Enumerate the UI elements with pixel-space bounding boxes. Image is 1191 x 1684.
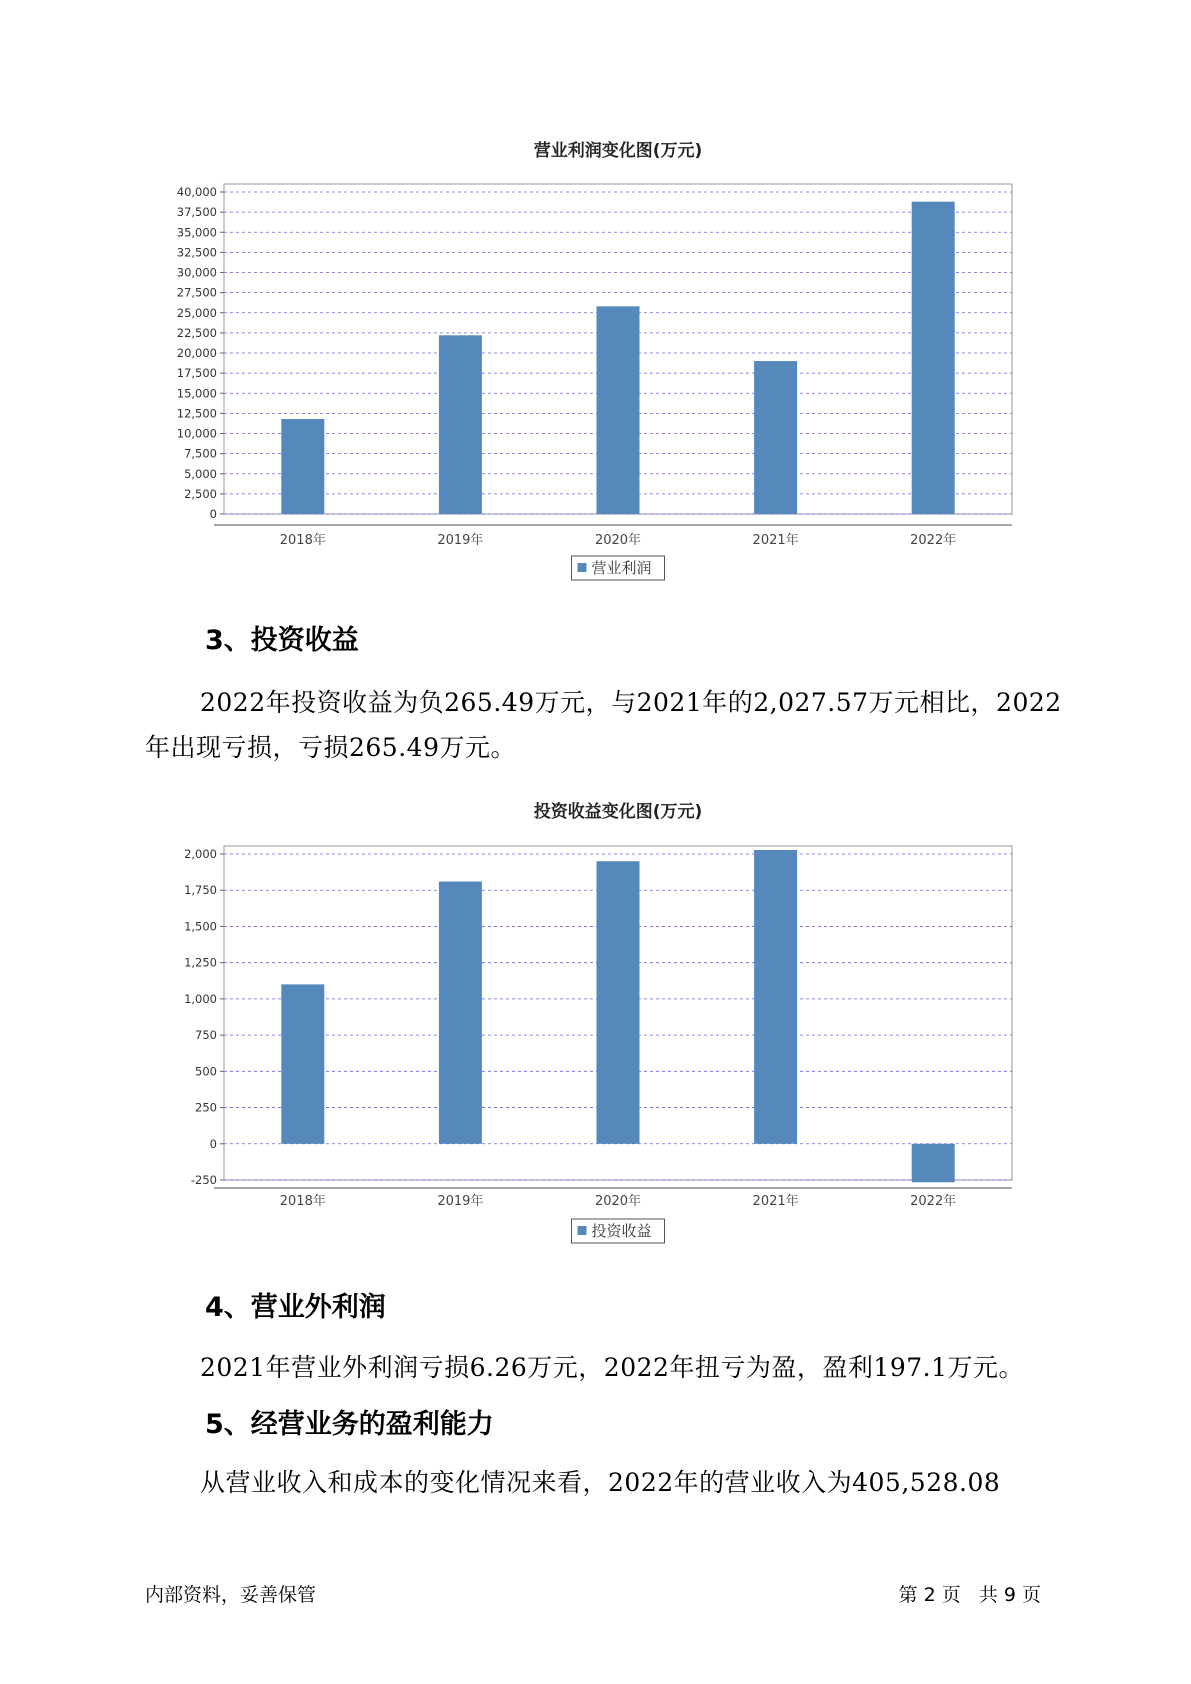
y-tick-label: 0 [209, 507, 217, 521]
y-tick-label: 10,000 [176, 426, 217, 441]
section-3-heading: 3、投资收益 [205, 625, 359, 656]
x-tick-label: 2018年 [279, 533, 326, 548]
footer-page-number: 第 2 页 共 9 页 [898, 1584, 1041, 1606]
y-tick-label: 12,500 [176, 406, 217, 421]
legend-swatch [578, 563, 587, 572]
chart-title: 投资收益变化图(万元) [533, 802, 703, 822]
x-tick-label: 2020年 [594, 1194, 642, 1209]
legend-label: 投资收益 [591, 1222, 652, 1240]
y-tick-label: 30,000 [176, 265, 217, 280]
y-tick-label: 17,500 [176, 366, 217, 381]
section-5-paragraph: 从营业收入和成本的变化情况来看，2022年的营业收入为405,528.08 [200, 1468, 1001, 1497]
section-4-heading: 4、营业外利润 [205, 1292, 386, 1323]
chart-legend [572, 556, 665, 580]
y-tick-label: 0 [209, 1136, 217, 1151]
y-tick-label: 1,750 [184, 883, 217, 898]
bar-2021年 [754, 361, 797, 514]
y-tick-label: 7,500 [184, 446, 217, 461]
x-tick-label: 2018年 [279, 1194, 326, 1209]
chart-legend [572, 1219, 665, 1243]
legend-label: 营业利润 [591, 559, 652, 577]
section-3-paragraph: 2022年投资收益为负265.49万元，与2021年的2,027.57万元相比，2022年出现亏损，亏损265.49万元。 [145, 688, 1062, 762]
x-tick-label: 2022年 [910, 533, 957, 548]
y-tick-label: 25,000 [176, 305, 217, 320]
operating-profit-chart-svg [0, 120, 1191, 577]
footer-left: 内部资料，妥善保管 [145, 1584, 317, 1606]
x-tick-label: 2021年 [752, 1194, 799, 1209]
y-tick-label: 5,000 [184, 466, 217, 481]
bar-2018年 [281, 984, 324, 1143]
section-5-heading: 5、经营业务的盈利能力 [205, 1409, 494, 1440]
bar-2019年 [439, 335, 482, 514]
y-tick-label: 22,500 [176, 325, 217, 340]
bar-2022年 [912, 1144, 955, 1182]
x-tick-label: 2021年 [752, 533, 799, 548]
y-tick-label: 1,250 [184, 955, 217, 970]
bar-2020年 [597, 306, 640, 514]
x-tick-label: 2022年 [910, 1194, 957, 1209]
y-tick-label: 37,500 [176, 205, 217, 220]
x-tick-label: 2019年 [437, 1194, 484, 1209]
operating-profit-chart [0, 120, 1191, 577]
x-tick-label: 2020年 [594, 533, 642, 548]
y-tick-label: 40,000 [176, 185, 217, 199]
investment-income-chart [0, 790, 1191, 1240]
y-tick-label: 35,000 [176, 225, 217, 240]
y-tick-label: 1,500 [184, 919, 217, 934]
bar-2018年 [281, 419, 324, 514]
bar-2022年 [912, 202, 955, 514]
chart-title: 营业利润变化图(万元) [533, 141, 703, 161]
y-tick-label: 1,000 [184, 991, 217, 1006]
bar-2020年 [597, 861, 640, 1144]
y-tick-label: 250 [195, 1100, 217, 1115]
bar-2021年 [754, 850, 797, 1144]
y-tick-label: 750 [195, 1028, 217, 1043]
y-tick-label: 32,500 [176, 245, 217, 260]
investment-income-chart-svg [0, 790, 1191, 1240]
y-tick-label: 20,000 [176, 346, 217, 360]
y-tick-label: 15,000 [176, 386, 217, 401]
y-tick-label: 27,500 [176, 285, 217, 300]
legend-swatch [578, 1226, 587, 1235]
y-tick-label: 500 [195, 1064, 217, 1079]
bar-2019年 [439, 882, 482, 1144]
section-4-paragraph: 2021年营业外利润亏损6.26万元，2022年扭亏为盈，盈利197.1万元。 [200, 1353, 1024, 1382]
y-tick-label: 2,500 [184, 486, 217, 501]
y-tick-label: -250 [190, 1173, 217, 1187]
x-tick-label: 2019年 [437, 533, 484, 548]
y-tick-label: 2,000 [184, 847, 217, 861]
